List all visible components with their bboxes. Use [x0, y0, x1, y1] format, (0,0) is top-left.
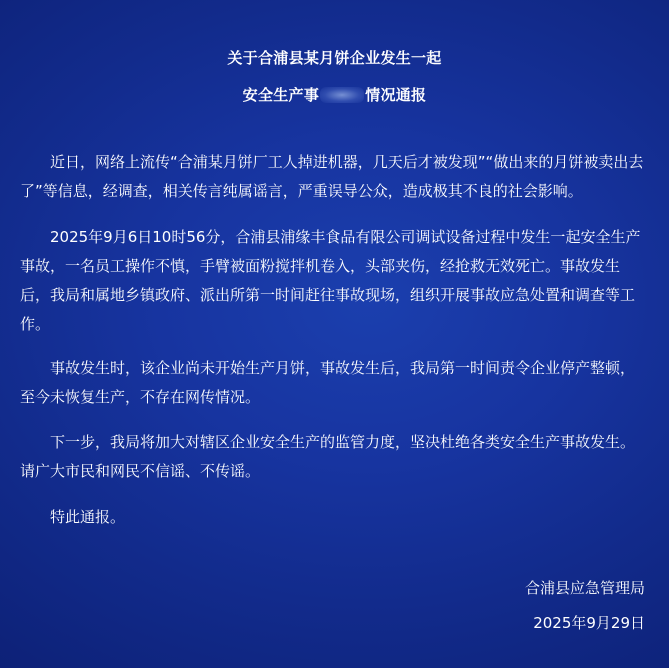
paragraph-rumor: 近日，网络上流传“合浦某月饼厂工人掉进机器，几天后才被发现”“做出来的月饼被卖出去了”等信息，经调查，相关传言纯属谣言，严重误导公众，造成极其不良的社会影响。 [20, 153, 644, 200]
title-line-1: 关于合浦县某月饼企业发生一起 [227, 49, 442, 67]
signature-organization: 合浦县应急管理局 [524, 579, 645, 597]
title-line-2-start: 安全生产事 [242, 86, 320, 104]
title-line-2 [0, 85, 669, 105]
blurred-text-mark [320, 87, 364, 103]
title-line-2-end: 情况通报 [365, 86, 427, 104]
signature-date: 2025年9月29日 [533, 614, 645, 632]
paragraph-closing: 特此通报。 [50, 508, 126, 526]
paragraph-status: 事故发生时，该企业尚未开始生产月饼，事故发生后，我局第一时间责令企业停产整顿，至今未恢复生产，不存在网传情况。 [20, 359, 636, 406]
paragraph-next-step: 下一步，我局将加大对辖区企业安全生产的监管力度，坚决杜绝各类安全生产事故发生。请广大市民和网民不信谣、不传谣。 [20, 433, 636, 480]
paragraph-accident: 2025年9月6日10时56分，合浦县浦缘丰食品有限公司调试设备过程中发生一起安全生产事故，一名员工操作不慎，手臂被面粉搅拌机卷入，头部夹伤，经抢救无效死亡。事故发生后，我局和属地乡镇政府、派出所第一时间赶往事故现场，组织开展事故应急处置和调查等工作。 [20, 228, 641, 333]
